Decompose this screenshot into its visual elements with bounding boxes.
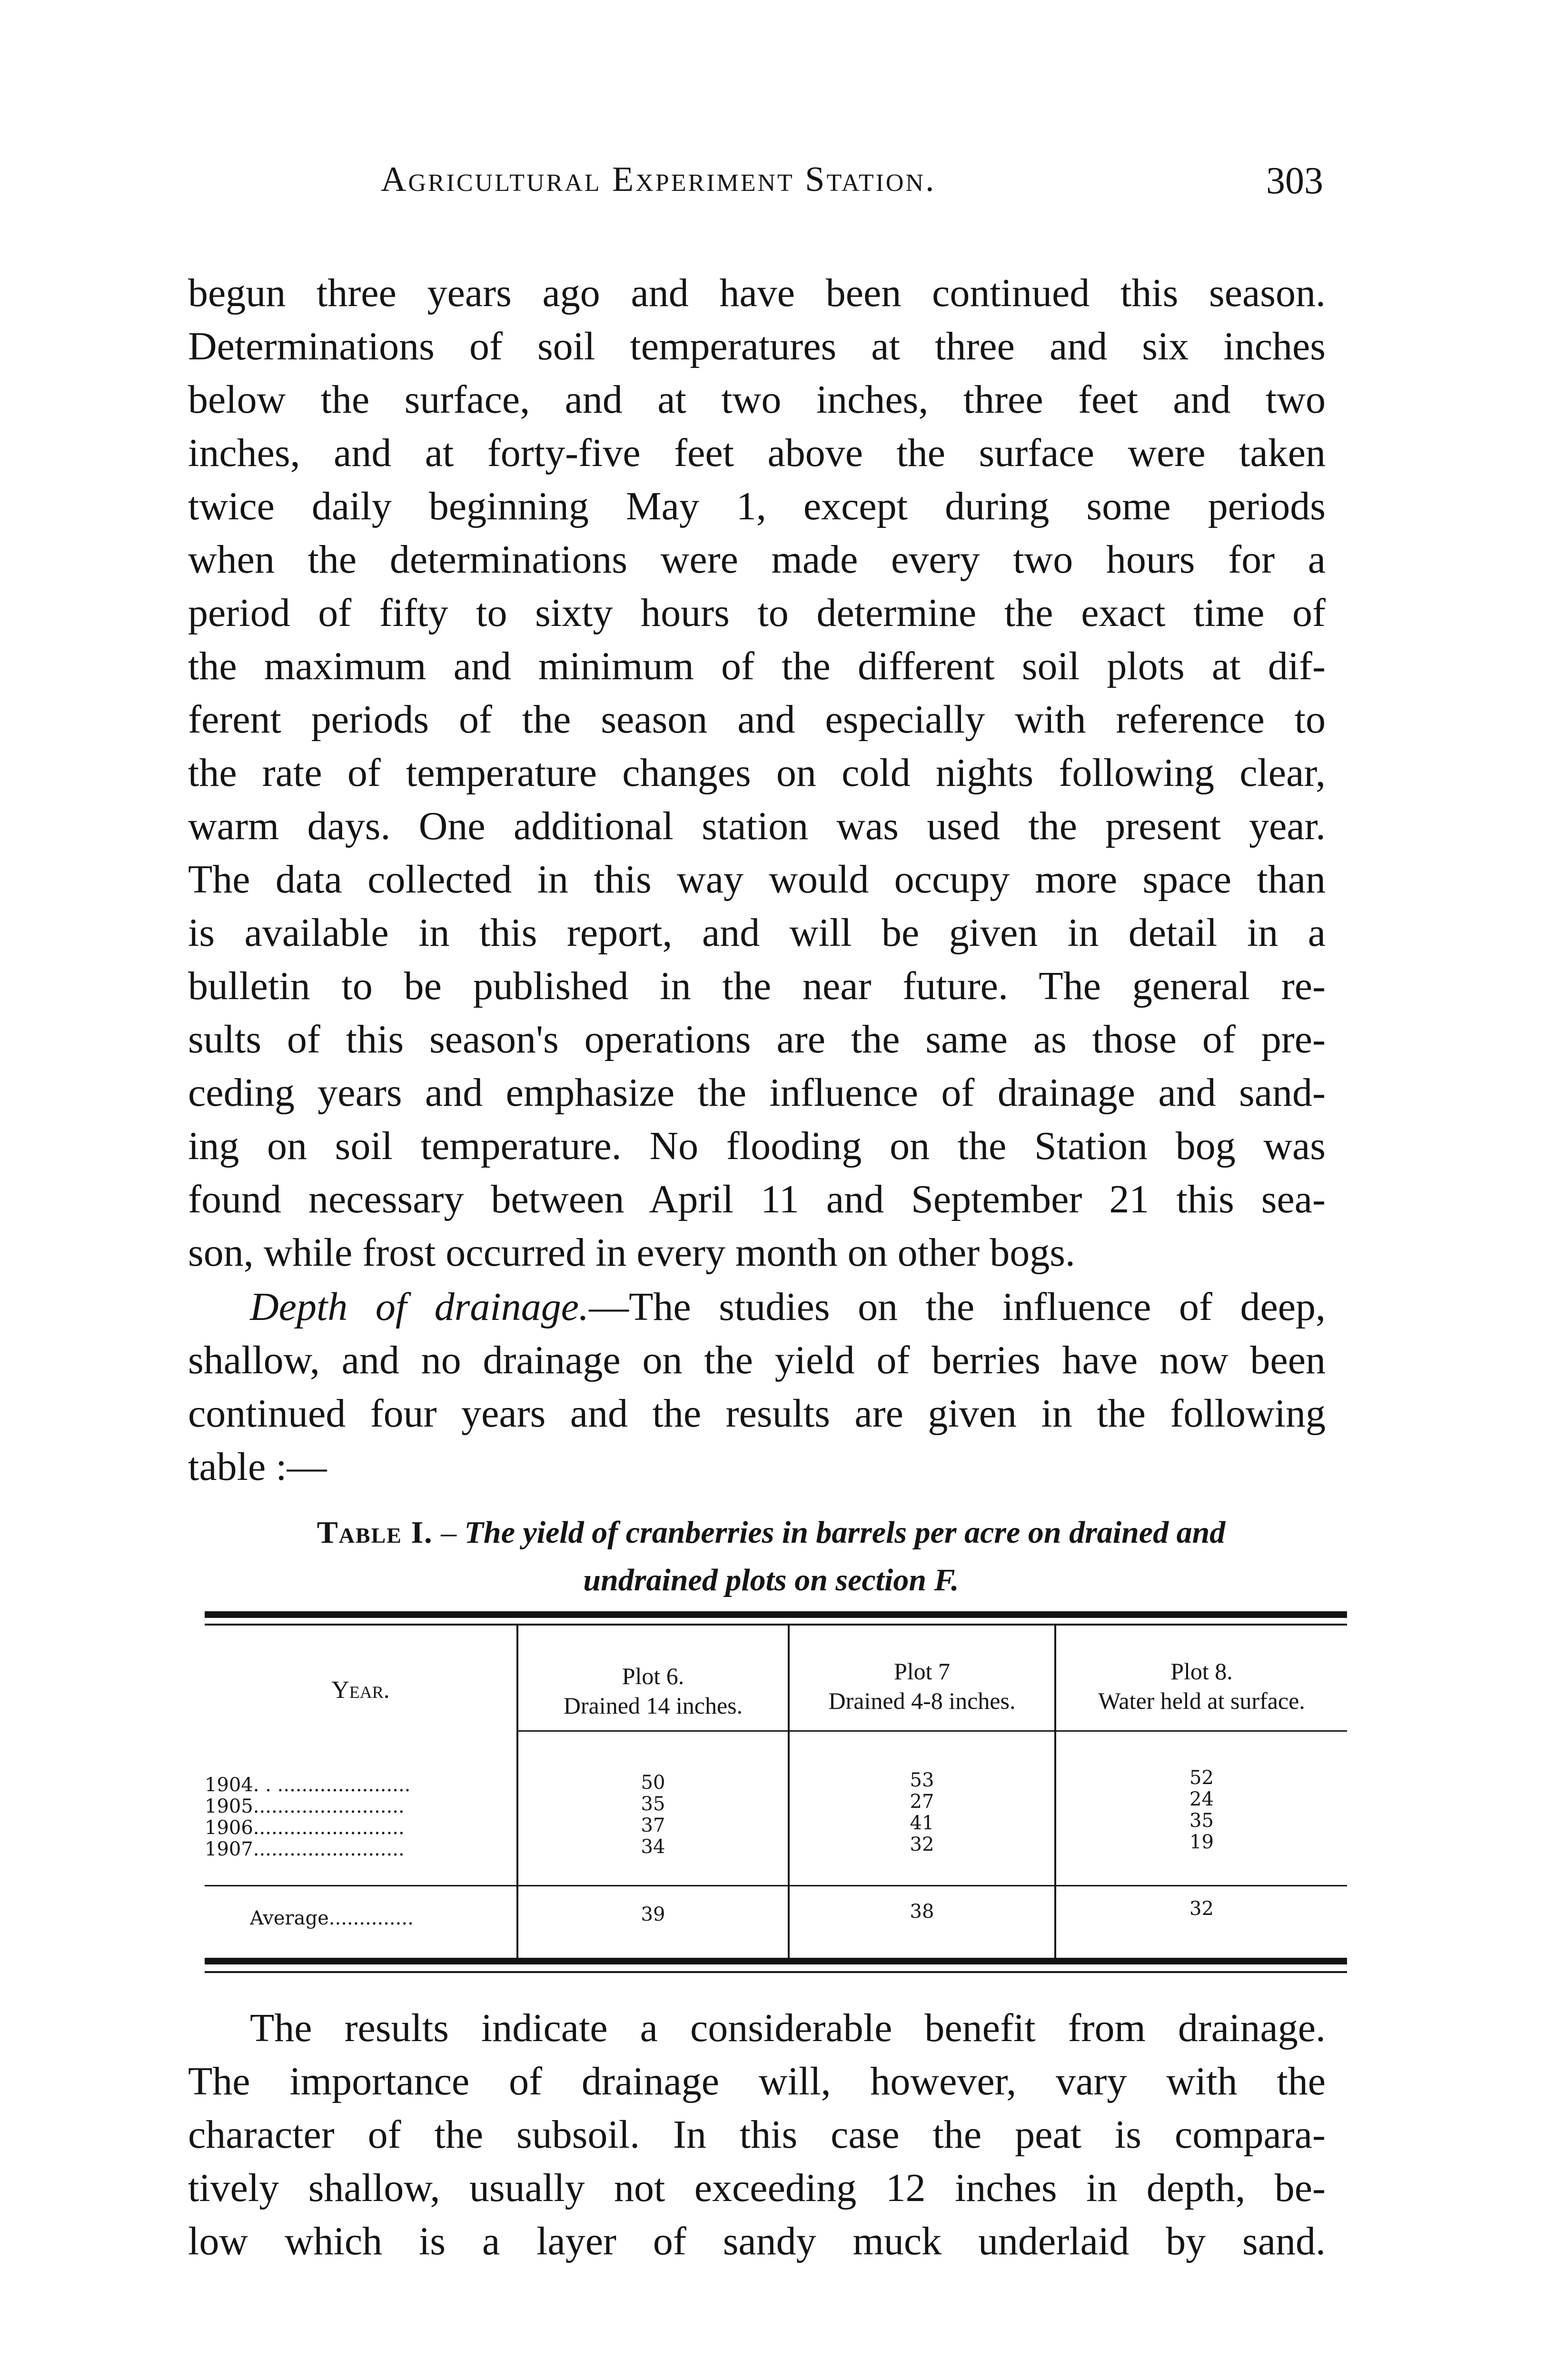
- cell-plot-6-1906: 37: [641, 1815, 665, 1836]
- header-underline: [518, 1730, 1347, 1732]
- cell-plot-6-1905: 35: [641, 1793, 665, 1815]
- cell-plot-7-1906: 41: [910, 1812, 934, 1834]
- paragraph-depth-of-drainage: [188, 1280, 1326, 1494]
- text-line: the maximum and minimum of the different soil plots at dif-: [188, 644, 1326, 688]
- text-line: Determinations of soil temperatures at three and six inches: [188, 324, 1326, 368]
- column-header-plot-7: [790, 1656, 1054, 1716]
- text-line: The results indicate a considerable benefit from drainage.: [250, 2006, 1326, 2050]
- column-header-year: Year.: [331, 1676, 390, 1704]
- text-line: [188, 1280, 1326, 1334]
- running-header-title: Agricultural Experiment Station.: [381, 160, 936, 199]
- text-line: inches, and at forty-five feet above the surface were taken: [188, 431, 1326, 475]
- text-line: below the surface, and at two inches, three feet and two: [188, 377, 1326, 422]
- text-line: is available in this report, and will be given in detail in a: [188, 911, 1326, 955]
- text-line: the rate of temperature changes on cold nights following clear,: [188, 751, 1326, 795]
- table-rule-top: [205, 1611, 1347, 1618]
- text-line: tively shallow, usually not exceeding 12 inches in depth, be-: [188, 2166, 1326, 2210]
- text-line: found necessary between April 11 and September 21 this sea-: [188, 1177, 1326, 1221]
- cell-plot-8-average: 32: [1189, 1898, 1214, 1920]
- column-header-plot-6: [518, 1661, 788, 1720]
- text-line: ferent periods of the season and especially with reference to: [188, 697, 1326, 742]
- paragraph-results: [188, 2002, 1326, 2268]
- section-heading: Depth of drainage.: [250, 1285, 589, 1329]
- cell-plot-7-1905: 27: [910, 1791, 934, 1813]
- text-line: ceding years and emphasize the influence of drainage and sand-: [188, 1071, 1326, 1115]
- cell-plot-7-1907: 32: [910, 1834, 934, 1855]
- text-line: low which is a layer of sandy muck underlaid by sand.: [188, 2219, 1326, 2263]
- table-row-year-1904: 1904. . ......................: [205, 1774, 411, 1796]
- text-line: sults of this season's operations are the same as those of pre-: [188, 1017, 1326, 1061]
- text-line: warm days. One additional station was used the present year.: [188, 804, 1326, 848]
- cell-plot-7-average: 38: [910, 1901, 934, 1923]
- column-header-plot-6-name: Plot 6.: [622, 1663, 684, 1689]
- cell-plot-8-1906: 35: [1189, 1810, 1214, 1832]
- text-line: shallow, and no drainage on the yield of berries have now been: [188, 1338, 1326, 1382]
- column-header-plot-6-desc: Drained 14 inches.: [563, 1692, 743, 1719]
- table-caption-line-2: undrained plots on section F.: [583, 1563, 959, 1597]
- table-caption-label: Table I.: [317, 1515, 433, 1550]
- table-caption-text: The yield of cranberries in barrels per acre on drained and: [464, 1515, 1226, 1550]
- text-line: continued four years and the results are given in the following: [188, 1391, 1326, 1436]
- yield-table: [205, 1611, 1347, 1973]
- text-line: bulletin to be published in the near future. The general re-: [188, 964, 1326, 1008]
- cell-plot-8-1905: 24: [1189, 1788, 1214, 1810]
- column-header-plot-8-name: Plot 8.: [1170, 1658, 1233, 1685]
- text-line: period of fifty to sixty hours to determine the exact time of: [188, 591, 1326, 635]
- text-line: The importance of drainage will, however, vary with the: [188, 2059, 1326, 2103]
- table-caption-line-1: [195, 1509, 1347, 1557]
- text-line: character of the subsoil. In this case the peat is compara-: [188, 2112, 1326, 2157]
- text-line: twice daily beginning May 1, except during some periods: [188, 484, 1326, 528]
- table-row-year-1907: 1907.........................: [205, 1838, 405, 1860]
- average-row-rule: [205, 1885, 1347, 1886]
- cell-plot-6-1907: 34: [641, 1836, 665, 1858]
- text-line: when the determinations were made every two hours for a: [188, 537, 1326, 582]
- column-header-plot-7-desc: Drained 4-8 inches.: [828, 1687, 1016, 1714]
- table-rule-top-thin: [205, 1624, 1347, 1626]
- table-row-average-label: Average..............: [250, 1907, 414, 1929]
- table-caption-dash: –: [433, 1515, 465, 1550]
- text-line: ing on soil temperature. No flooding on the Station bog was: [188, 1124, 1326, 1168]
- table-rule-bottom: [205, 1958, 1347, 1964]
- cell-plot-6-average: 39: [641, 1904, 665, 1925]
- cell-plot-7-1904: 53: [910, 1769, 934, 1791]
- page-number: 303: [1266, 160, 1323, 202]
- text-line: The data collected in this way would occupy more space than: [188, 857, 1326, 902]
- table-row-year-1906: 1906.........................: [205, 1817, 405, 1839]
- cell-plot-8-1907: 19: [1189, 1831, 1214, 1853]
- column-header-plot-7-name: Plot 7: [893, 1658, 951, 1685]
- table-row-year-1905: 1905.........................: [205, 1795, 405, 1817]
- table-rule-bottom-thin: [205, 1971, 1347, 1973]
- text-line: son, while frost occurred in every month on other bogs.: [188, 1230, 1075, 1275]
- text-line: table :—: [188, 1445, 327, 1489]
- text-line: begun three years ago and have been continued this season.: [188, 271, 1326, 315]
- column-header-plot-8: [1056, 1656, 1347, 1716]
- paragraph-soil-temperatures: [188, 267, 1326, 1279]
- column-header-plot-8-desc: Water held at surface.: [1098, 1687, 1305, 1714]
- running-header: [381, 159, 1352, 212]
- table-caption: [195, 1509, 1347, 1604]
- text-line-rest: —The studies on the influence of deep,: [589, 1285, 1326, 1329]
- cell-plot-6-1904: 50: [641, 1772, 665, 1794]
- cell-plot-8-1904: 52: [1189, 1767, 1214, 1789]
